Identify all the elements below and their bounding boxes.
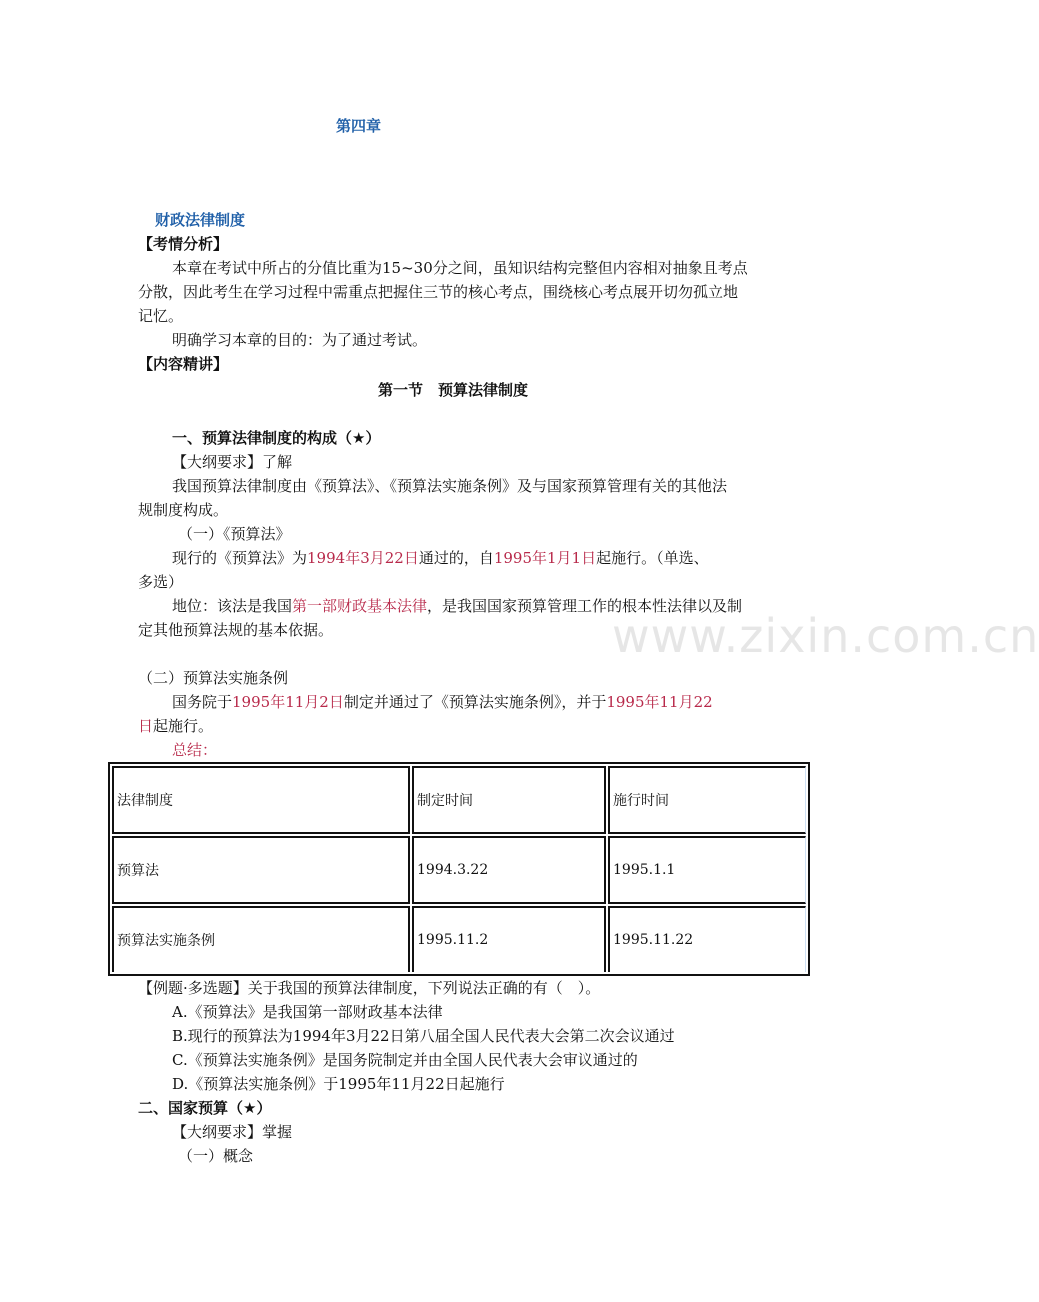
text-segment: 起施行。（单选、	[596, 549, 709, 567]
text-segment: 现行的《预算法》为	[172, 549, 308, 567]
table-cell: 1994.3.22	[412, 836, 606, 904]
chapter-number: 第四章	[336, 117, 382, 135]
chapter-title: 财政法律制度	[155, 211, 246, 229]
exam-analysis-heading: 【考情分析】	[138, 235, 229, 253]
text-segment: 制定并通过了《预算法实施条例》，并于	[343, 693, 607, 711]
part1-outline: 【大纲要求】了解	[172, 453, 293, 471]
sub1-paragraph1-line2: 多选）	[138, 573, 184, 591]
part2-sub1-title: （一）概念	[178, 1147, 254, 1165]
table-row	[112, 836, 806, 904]
exam-analysis-line1: 本章在考试中所占的分值比重为15~30分之间，虽知识结构完整但内容相对抽象且考点	[172, 259, 748, 277]
highlight-text: 第一部财政基本法律	[292, 597, 428, 615]
table-row	[112, 906, 806, 972]
exam-analysis-line3: 记忆。	[138, 307, 184, 325]
example-option-a: A.《预算法》是我国第一部财政基本法律	[172, 1003, 443, 1021]
text-segment: 通过的，自	[418, 549, 494, 567]
table-header-cell: 法律制度	[112, 766, 410, 834]
section-title: 第一节 预算法律制度	[378, 381, 529, 399]
example-question: 【例题·多选题】关于我国的预算法律制度，下列说法正确的有（ ）。	[138, 979, 601, 997]
table-cell: 1995.1.1	[608, 836, 806, 904]
text-segment: 国务院于	[172, 693, 233, 711]
table-header-row	[112, 766, 806, 834]
watermark: www.zixin.com.cn	[612, 609, 1039, 663]
sub1-paragraph2-line2: 定其他预算法规的基本依据。	[138, 621, 334, 639]
table-cell: 预算法	[112, 836, 410, 904]
summary-label: 总结：	[172, 741, 218, 759]
sub1-title: （一）《预算法》	[178, 525, 291, 543]
part1-title: 一、预算法律制度的构成（★）	[172, 429, 381, 447]
sub2-paragraph	[172, 690, 713, 714]
sub2-title: （二）预算法实施条例	[138, 669, 289, 687]
example-option-d: D.《预算法实施条例》于1995年11月22日起施行	[172, 1075, 505, 1093]
part1-intro-line1: 我国预算法律制度由《预算法》、《预算法实施条例》及与国家预算管理有关的其他法	[172, 477, 728, 495]
effective-date-end: 日	[138, 717, 154, 735]
enactment-date: 1995年11月2日	[232, 693, 344, 711]
content-heading: 【内容精讲】	[138, 355, 229, 373]
table-cell: 1995.11.22	[608, 906, 806, 972]
effective-date: 1995年11月22	[606, 693, 713, 711]
effective-date: 1995年1月1日	[493, 549, 597, 567]
table-cell: 1995.11.2	[412, 906, 606, 972]
text-segment: 起施行。	[153, 717, 214, 735]
part1-intro-line2: 规制度构成。	[138, 501, 229, 519]
table-cell: 预算法实施条例	[112, 906, 410, 972]
sub1-paragraph1	[172, 546, 709, 570]
table-header-cell: 施行时间	[608, 766, 806, 834]
text-segment: 地位：该法是我国	[172, 597, 293, 615]
summary-table	[108, 762, 810, 976]
text-segment: ，是我国国家预算管理工作的根本性法律以及制	[427, 597, 743, 615]
exam-analysis-line2: 分散，因此考生在学习过程中需重点把握住三节的核心考点，围绕核心考点展开切勿孤立地	[138, 283, 739, 301]
part2-outline: 【大纲要求】掌握	[172, 1123, 293, 1141]
example-option-c: C.《预算法实施条例》是国务院制定并由全国人民代表大会审议通过的	[172, 1051, 638, 1069]
table-header-cell: 制定时间	[412, 766, 606, 834]
part2-title: 二、国家预算（★）	[138, 1099, 272, 1117]
example-option-b: B.现行的预算法为1994年3月22日第八届全国人民代表大会第二次会议通过	[172, 1027, 675, 1045]
sub2-paragraph-line2	[138, 714, 213, 738]
exam-analysis-purpose: 明确学习本章的目的：为了通过考试。	[172, 331, 428, 349]
enactment-date: 1994年3月22日	[307, 549, 419, 567]
